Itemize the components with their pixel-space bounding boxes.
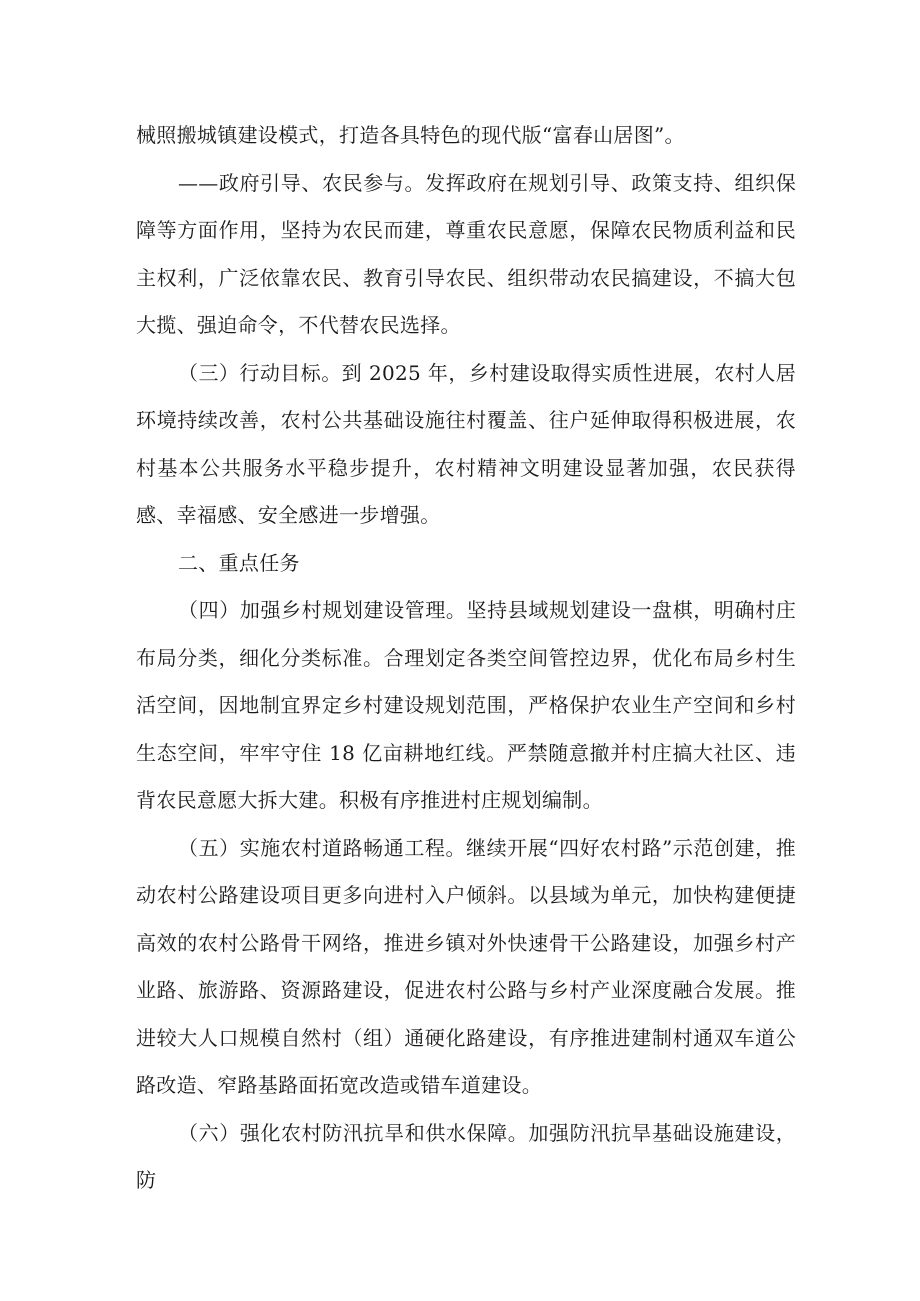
paragraph-rural-roads: （五）实施农村道路畅通工程。继续开展“四好农村路”示范创建，推动农村公路建设项目更多向进村入户倾斜。以县域为单元，加快构建便捷高效的农村公路骨干网络，推进乡镇对外快速骨干公路建设，加强乡村产业路、旅游路、资源路建设，促进农村公路与乡村产业深度融合发展。推进较大人口规模自然村（组）通硬化路建设，有序推进建制村通双车道公路改造、窄路基路面拓宽改造或错车道建设。 xyxy=(136,835,796,1097)
section-heading-key-tasks: 二、重点任务 xyxy=(178,550,300,575)
document-body xyxy=(136,112,796,1205)
paragraph-government-guidance: ——政府引导、农民参与。发挥政府在规划引导、政策支持、组织保障等方面作用，坚持为农民而建，尊重农民意愿，保障农民物质利益和民主权利，广泛依靠农民、教育引导农民、组织带动农民搞建设，不搞大包大揽、强迫命令，不代替农民选择。 xyxy=(136,170,796,337)
paragraph-rural-planning: （四）加强乡村规划建设管理。坚持县域规划建设一盘棋，明确村庄布局分类，细化分类标准。合理划定各类空间管控边界，优化布局乡村生活空间，因地制宜界定乡村建设规划范围，严格保护农业生产空间和乡村生态空间，牢牢守住 18 亿亩耕地红线。严禁随意撤并村庄搞大社区、违背农民意愿大拆大建。积极有序推进村庄规划编制。 xyxy=(136,598,796,812)
paragraph-flood-drought-water: （六）强化农村防汛抗旱和供水保障。加强防汛抗旱基础设施建设，防 xyxy=(136,1120,796,1192)
paragraph-continuation: 械照搬城镇建设模式，打造各具特色的现代版“富春山居图”。 xyxy=(136,123,685,147)
paragraph-action-goals: （三）行动目标。到 2025 年，乡村建设取得实质性进展，农村人居环境持续改善，农村公共基础设施往村覆盖、往户延伸取得积极进展，农村基本公共服务水平稳步提升，农村精神文明建设显著加强，农民获得感、幸福感、安全感进一步增强。 xyxy=(136,360,796,527)
